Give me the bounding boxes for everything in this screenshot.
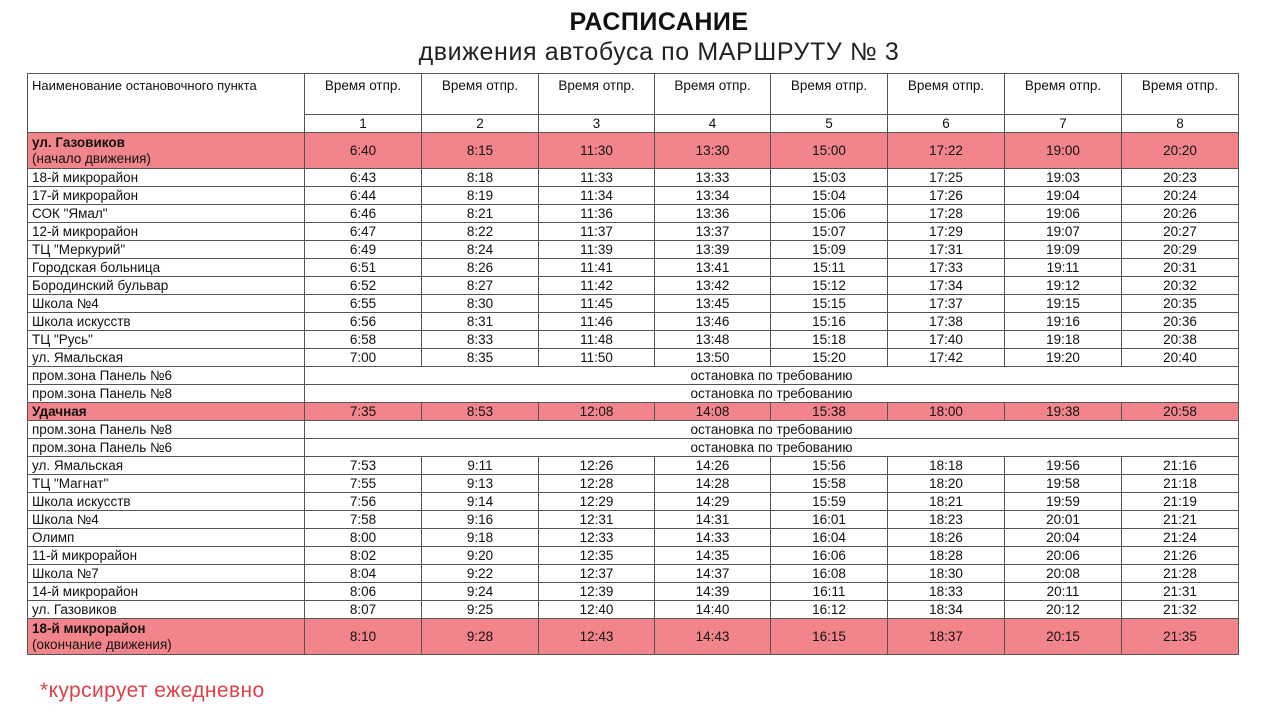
- departure-time: 11:34: [539, 187, 655, 205]
- departure-time: 17:31: [888, 241, 1005, 259]
- table-row: [28, 295, 1239, 313]
- trip-number: 6: [888, 115, 1005, 133]
- departure-time: 15:07: [771, 223, 888, 241]
- trip-number: 1: [305, 115, 422, 133]
- on-request-note: остановка по требованию: [305, 367, 1239, 385]
- departure-time: 12:08: [539, 403, 655, 421]
- departure-time: 19:15: [1005, 295, 1122, 313]
- departure-time: 17:37: [888, 295, 1005, 313]
- departure-time: 13:30: [655, 133, 771, 169]
- departure-time: 20:40: [1122, 349, 1239, 367]
- departure-time: 21:24: [1122, 529, 1239, 547]
- table-row: [28, 313, 1239, 331]
- departure-time: 15:18: [771, 331, 888, 349]
- stop-name-cell: [28, 349, 305, 367]
- trip-number: 3: [539, 115, 655, 133]
- departure-time: 11:36: [539, 205, 655, 223]
- stop-name: 14-й микрорайон: [32, 583, 139, 599]
- stop-name: ул. Ямальская: [32, 349, 124, 365]
- departure-time: 21:21: [1122, 511, 1239, 529]
- departure-time: 20:23: [1122, 169, 1239, 187]
- table-row: [28, 349, 1239, 367]
- on-request-note: остановка по требованию: [305, 439, 1239, 457]
- stop-name: Удачная: [32, 403, 87, 419]
- table-row: [28, 457, 1239, 475]
- departure-time: 17:26: [888, 187, 1005, 205]
- departure-time: 14:08: [655, 403, 771, 421]
- departure-time: 6:47: [305, 223, 422, 241]
- departure-time: 7:56: [305, 493, 422, 511]
- departure-time: 20:36: [1122, 313, 1239, 331]
- departure-time: 9:16: [422, 511, 539, 529]
- departure-time: 15:15: [771, 295, 888, 313]
- departure-time: 21:18: [1122, 475, 1239, 493]
- departure-time: 6:49: [305, 241, 422, 259]
- stop-name-cell: [28, 133, 305, 169]
- departure-time: 15:12: [771, 277, 888, 295]
- table-row: [28, 367, 1239, 385]
- departure-time: 19:56: [1005, 457, 1122, 475]
- departure-time: 6:46: [305, 205, 422, 223]
- departure-time: 18:20: [888, 475, 1005, 493]
- departure-time: 14:26: [655, 457, 771, 475]
- departure-time: 14:43: [655, 619, 771, 655]
- departure-time: 6:55: [305, 295, 422, 313]
- departure-time: 14:40: [655, 601, 771, 619]
- departure-time: 16:06: [771, 547, 888, 565]
- departure-time: 12:28: [539, 475, 655, 493]
- departure-time: 20:24: [1122, 187, 1239, 205]
- departure-time: 14:28: [655, 475, 771, 493]
- stop-name: Городская больница: [32, 259, 161, 275]
- stop-name: ул. Ямальская: [32, 457, 124, 473]
- departure-time: 19:06: [1005, 205, 1122, 223]
- departure-time: 13:45: [655, 295, 771, 313]
- departure-time: 17:40: [888, 331, 1005, 349]
- departure-time: 17:25: [888, 169, 1005, 187]
- stop-name-cell: [28, 475, 305, 493]
- departure-time: 9:14: [422, 493, 539, 511]
- schedule-table: [27, 73, 1239, 655]
- departure-time: 16:01: [771, 511, 888, 529]
- departure-time: 9:18: [422, 529, 539, 547]
- time-column-header: Время отпр.: [422, 74, 539, 115]
- table-row: [28, 331, 1239, 349]
- departure-time: 20:27: [1122, 223, 1239, 241]
- departure-time: 9:25: [422, 601, 539, 619]
- stop-name-cell: [28, 583, 305, 601]
- departure-time: 11:42: [539, 277, 655, 295]
- table-row: [28, 223, 1239, 241]
- stop-name: Школа №4: [32, 511, 99, 527]
- departure-time: 8:31: [422, 313, 539, 331]
- departure-time: 20:08: [1005, 565, 1122, 583]
- stop-name-cell: [28, 187, 305, 205]
- table-row: [28, 277, 1239, 295]
- departure-time: 8:06: [305, 583, 422, 601]
- departure-time: 17:29: [888, 223, 1005, 241]
- departure-time: 13:42: [655, 277, 771, 295]
- stop-name-cell: [28, 457, 305, 475]
- stop-name-cell: [28, 529, 305, 547]
- trip-number: 5: [771, 115, 888, 133]
- table-row: [28, 259, 1239, 277]
- stop-name-cell: [28, 511, 305, 529]
- stop-name: СОК "Ямал": [32, 205, 108, 221]
- stop-name-cell: [28, 313, 305, 331]
- departure-time: 6:56: [305, 313, 422, 331]
- stop-name: ТЦ "Магнат": [32, 475, 109, 491]
- departure-time: 9:28: [422, 619, 539, 655]
- departure-time: 15:09: [771, 241, 888, 259]
- stop-name: 18-й микрорайон: [32, 169, 139, 185]
- departure-time: 19:38: [1005, 403, 1122, 421]
- stop-name-note: (окончание движения): [32, 636, 172, 652]
- departure-time: 14:39: [655, 583, 771, 601]
- table-row: [28, 187, 1239, 205]
- departure-time: 11:45: [539, 295, 655, 313]
- departure-time: 9:20: [422, 547, 539, 565]
- departure-time: 20:15: [1005, 619, 1122, 655]
- departure-time: 13:36: [655, 205, 771, 223]
- page-title: РАСПИСАНИЕ: [569, 8, 749, 36]
- departure-time: 20:58: [1122, 403, 1239, 421]
- stop-name-cell: [28, 439, 305, 457]
- time-column-header: Время отпр.: [888, 74, 1005, 115]
- departure-time: 8:10: [305, 619, 422, 655]
- departure-time: 8:26: [422, 259, 539, 277]
- departure-time: 12:37: [539, 565, 655, 583]
- departure-time: 17:42: [888, 349, 1005, 367]
- departure-time: 17:38: [888, 313, 1005, 331]
- time-column-header: Время отпр.: [655, 74, 771, 115]
- departure-time: 6:58: [305, 331, 422, 349]
- table-row: [28, 583, 1239, 601]
- departure-time: 20:31: [1122, 259, 1239, 277]
- departure-time: 19:18: [1005, 331, 1122, 349]
- departure-time: 20:04: [1005, 529, 1122, 547]
- departure-time: 12:43: [539, 619, 655, 655]
- departure-time: 11:30: [539, 133, 655, 169]
- stop-name: пром.зона Панель №8: [32, 421, 172, 437]
- departure-time: 11:46: [539, 313, 655, 331]
- departure-time: 19:07: [1005, 223, 1122, 241]
- departure-time: 11:33: [539, 169, 655, 187]
- departure-time: 12:39: [539, 583, 655, 601]
- stop-name: ТЦ "Русь": [32, 331, 93, 347]
- departure-time: 15:38: [771, 403, 888, 421]
- table-row: [28, 403, 1239, 421]
- departure-time: 19:11: [1005, 259, 1122, 277]
- on-request-note: остановка по требованию: [305, 385, 1239, 403]
- departure-time: 15:04: [771, 187, 888, 205]
- departure-time: 21:32: [1122, 601, 1239, 619]
- table-row: [28, 385, 1239, 403]
- stop-name: Бородинский бульвар: [32, 277, 169, 293]
- time-column-header: Время отпр.: [1005, 74, 1122, 115]
- stop-name: пром.зона Панель №6: [32, 367, 172, 383]
- departure-time: 19:12: [1005, 277, 1122, 295]
- departure-time: 18:37: [888, 619, 1005, 655]
- departure-time: 8:04: [305, 565, 422, 583]
- departure-time: 19:03: [1005, 169, 1122, 187]
- departure-time: 21:31: [1122, 583, 1239, 601]
- stop-name: Школа искусств: [32, 313, 131, 329]
- stop-name-cell: [28, 565, 305, 583]
- stop-name: ул. Газовиков: [32, 134, 125, 150]
- departure-time: 18:18: [888, 457, 1005, 475]
- departure-time: 15:00: [771, 133, 888, 169]
- departure-time: 6:40: [305, 133, 422, 169]
- departure-time: 20:38: [1122, 331, 1239, 349]
- header-row: [28, 74, 1239, 115]
- stop-name: Олимп: [32, 529, 75, 545]
- departure-time: 8:30: [422, 295, 539, 313]
- departure-time: 13:34: [655, 187, 771, 205]
- departure-time: 19:58: [1005, 475, 1122, 493]
- departure-time: 18:33: [888, 583, 1005, 601]
- departure-time: 8:15: [422, 133, 539, 169]
- departure-time: 13:50: [655, 349, 771, 367]
- departure-time: 18:34: [888, 601, 1005, 619]
- departure-time: 8:33: [422, 331, 539, 349]
- on-request-note: остановка по требованию: [305, 421, 1239, 439]
- departure-time: 20:01: [1005, 511, 1122, 529]
- departure-time: 9:11: [422, 457, 539, 475]
- stop-name: Школа №7: [32, 565, 99, 581]
- stop-name-cell: [28, 205, 305, 223]
- stop-name: ул. Газовиков: [32, 601, 117, 617]
- stop-name-cell: [28, 493, 305, 511]
- stop-name-note: (начало движения): [32, 150, 151, 166]
- trip-number: 8: [1122, 115, 1239, 133]
- departure-time: 9:22: [422, 565, 539, 583]
- departure-time: 13:39: [655, 241, 771, 259]
- table-row: [28, 241, 1239, 259]
- stop-name: Школа №4: [32, 295, 99, 311]
- table-row: [28, 439, 1239, 457]
- departure-time: 18:21: [888, 493, 1005, 511]
- time-column-header: Время отпр.: [771, 74, 888, 115]
- stop-name-cell: [28, 295, 305, 313]
- time-column-header: Время отпр.: [539, 74, 655, 115]
- departure-time: 6:43: [305, 169, 422, 187]
- departure-time: 18:26: [888, 529, 1005, 547]
- table-row: [28, 133, 1239, 169]
- departure-time: 18:30: [888, 565, 1005, 583]
- departure-time: 15:58: [771, 475, 888, 493]
- departure-time: 21:16: [1122, 457, 1239, 475]
- departure-time: 16:04: [771, 529, 888, 547]
- trip-number: 7: [1005, 115, 1122, 133]
- table-row: [28, 205, 1239, 223]
- stop-name: ТЦ "Меркурий": [32, 241, 126, 257]
- departure-time: 20:06: [1005, 547, 1122, 565]
- stop-name-cell: [28, 331, 305, 349]
- departure-time: 19:00: [1005, 133, 1122, 169]
- page-subtitle: движения автобуса по МАРШРУТУ № 3: [418, 38, 900, 66]
- departure-time: 15:56: [771, 457, 888, 475]
- departure-time: 12:33: [539, 529, 655, 547]
- departure-time: 8:24: [422, 241, 539, 259]
- departure-time: 19:20: [1005, 349, 1122, 367]
- departure-time: 15:11: [771, 259, 888, 277]
- departure-time: 8:00: [305, 529, 422, 547]
- departure-time: 17:34: [888, 277, 1005, 295]
- stop-name-cell: [28, 619, 305, 655]
- departure-time: 16:12: [771, 601, 888, 619]
- table-row: [28, 547, 1239, 565]
- departure-time: 11:50: [539, 349, 655, 367]
- stop-name: Школа искусств: [32, 493, 131, 509]
- departure-time: 13:37: [655, 223, 771, 241]
- departure-time: 7:53: [305, 457, 422, 475]
- departure-time: 21:35: [1122, 619, 1239, 655]
- departure-time: 20:20: [1122, 133, 1239, 169]
- stop-name: пром.зона Панель №6: [32, 439, 172, 455]
- departure-time: 8:21: [422, 205, 539, 223]
- table-row: [28, 565, 1239, 583]
- departure-time: 7:55: [305, 475, 422, 493]
- departure-time: 11:48: [539, 331, 655, 349]
- table-row: [28, 529, 1239, 547]
- stop-name-cell: [28, 385, 305, 403]
- departure-time: 9:13: [422, 475, 539, 493]
- stop-name: 17-й микрорайон: [32, 187, 139, 203]
- departure-time: 21:28: [1122, 565, 1239, 583]
- departure-time: 6:52: [305, 277, 422, 295]
- table-row: [28, 601, 1239, 619]
- stop-name: 18-й микрорайон: [32, 620, 146, 636]
- departure-time: 16:08: [771, 565, 888, 583]
- departure-time: 13:41: [655, 259, 771, 277]
- departure-time: 14:29: [655, 493, 771, 511]
- time-column-header: Время отпр.: [305, 74, 422, 115]
- departure-time: 14:37: [655, 565, 771, 583]
- departure-time: 20:29: [1122, 241, 1239, 259]
- table-row: [28, 421, 1239, 439]
- departure-time: 8:18: [422, 169, 539, 187]
- table-row: [28, 475, 1239, 493]
- departure-time: 19:59: [1005, 493, 1122, 511]
- departure-time: 15:20: [771, 349, 888, 367]
- departure-time: 15:06: [771, 205, 888, 223]
- departure-time: 12:35: [539, 547, 655, 565]
- departure-time: 11:41: [539, 259, 655, 277]
- table-row: [28, 511, 1239, 529]
- departure-time: 7:35: [305, 403, 422, 421]
- departure-time: 17:28: [888, 205, 1005, 223]
- departure-time: 8:35: [422, 349, 539, 367]
- schedule-body: [28, 74, 1239, 655]
- departure-time: 8:53: [422, 403, 539, 421]
- departure-time: 13:48: [655, 331, 771, 349]
- departure-time: 19:04: [1005, 187, 1122, 205]
- departure-time: 12:29: [539, 493, 655, 511]
- departure-time: 17:22: [888, 133, 1005, 169]
- departure-time: 20:35: [1122, 295, 1239, 313]
- departure-time: 13:46: [655, 313, 771, 331]
- stop-name-cell: [28, 421, 305, 439]
- departure-time: 16:11: [771, 583, 888, 601]
- departure-time: 11:39: [539, 241, 655, 259]
- footnote: *курсирует ежедневно: [40, 679, 265, 702]
- stop-name: 11-й микрорайон: [32, 547, 138, 563]
- departure-time: 19:16: [1005, 313, 1122, 331]
- stop-name: 12-й микрорайон: [32, 223, 139, 239]
- departure-time: 16:15: [771, 619, 888, 655]
- departure-time: 19:09: [1005, 241, 1122, 259]
- departure-time: 20:26: [1122, 205, 1239, 223]
- stop-name-cell: [28, 601, 305, 619]
- departure-time: 6:44: [305, 187, 422, 205]
- stop-name-cell: [28, 259, 305, 277]
- departure-time: 14:31: [655, 511, 771, 529]
- stop-name-cell: [28, 403, 305, 421]
- departure-time: 11:37: [539, 223, 655, 241]
- table-row: [28, 493, 1239, 511]
- departure-time: 8:27: [422, 277, 539, 295]
- departure-time: 20:12: [1005, 601, 1122, 619]
- stop-name: пром.зона Панель №8: [32, 385, 172, 401]
- departure-time: 15:59: [771, 493, 888, 511]
- departure-time: 8:19: [422, 187, 539, 205]
- departure-time: 9:24: [422, 583, 539, 601]
- stop-column-header: Наименование остановочного пункта: [28, 74, 305, 133]
- departure-time: 21:26: [1122, 547, 1239, 565]
- departure-time: 21:19: [1122, 493, 1239, 511]
- departure-time: 20:32: [1122, 277, 1239, 295]
- stop-name-cell: [28, 223, 305, 241]
- departure-time: 20:11: [1005, 583, 1122, 601]
- stop-name-cell: [28, 169, 305, 187]
- departure-time: 12:31: [539, 511, 655, 529]
- table-row: [28, 619, 1239, 655]
- table-row: [28, 169, 1239, 187]
- departure-time: 13:33: [655, 169, 771, 187]
- departure-time: 14:33: [655, 529, 771, 547]
- stop-name-cell: [28, 241, 305, 259]
- departure-time: 8:22: [422, 223, 539, 241]
- departure-time: 17:33: [888, 259, 1005, 277]
- stop-name-cell: [28, 367, 305, 385]
- trip-number: 4: [655, 115, 771, 133]
- departure-time: 14:35: [655, 547, 771, 565]
- stop-name-cell: [28, 277, 305, 295]
- departure-time: 18:00: [888, 403, 1005, 421]
- departure-time: 6:51: [305, 259, 422, 277]
- departure-time: 18:23: [888, 511, 1005, 529]
- trip-number: 2: [422, 115, 539, 133]
- time-column-header: Время отпр.: [1122, 74, 1239, 115]
- departure-time: 15:16: [771, 313, 888, 331]
- departure-time: 12:26: [539, 457, 655, 475]
- departure-time: 8:07: [305, 601, 422, 619]
- stop-name-cell: [28, 547, 305, 565]
- departure-time: 18:28: [888, 547, 1005, 565]
- departure-time: 8:02: [305, 547, 422, 565]
- departure-time: 7:58: [305, 511, 422, 529]
- departure-time: 15:03: [771, 169, 888, 187]
- departure-time: 7:00: [305, 349, 422, 367]
- departure-time: 12:40: [539, 601, 655, 619]
